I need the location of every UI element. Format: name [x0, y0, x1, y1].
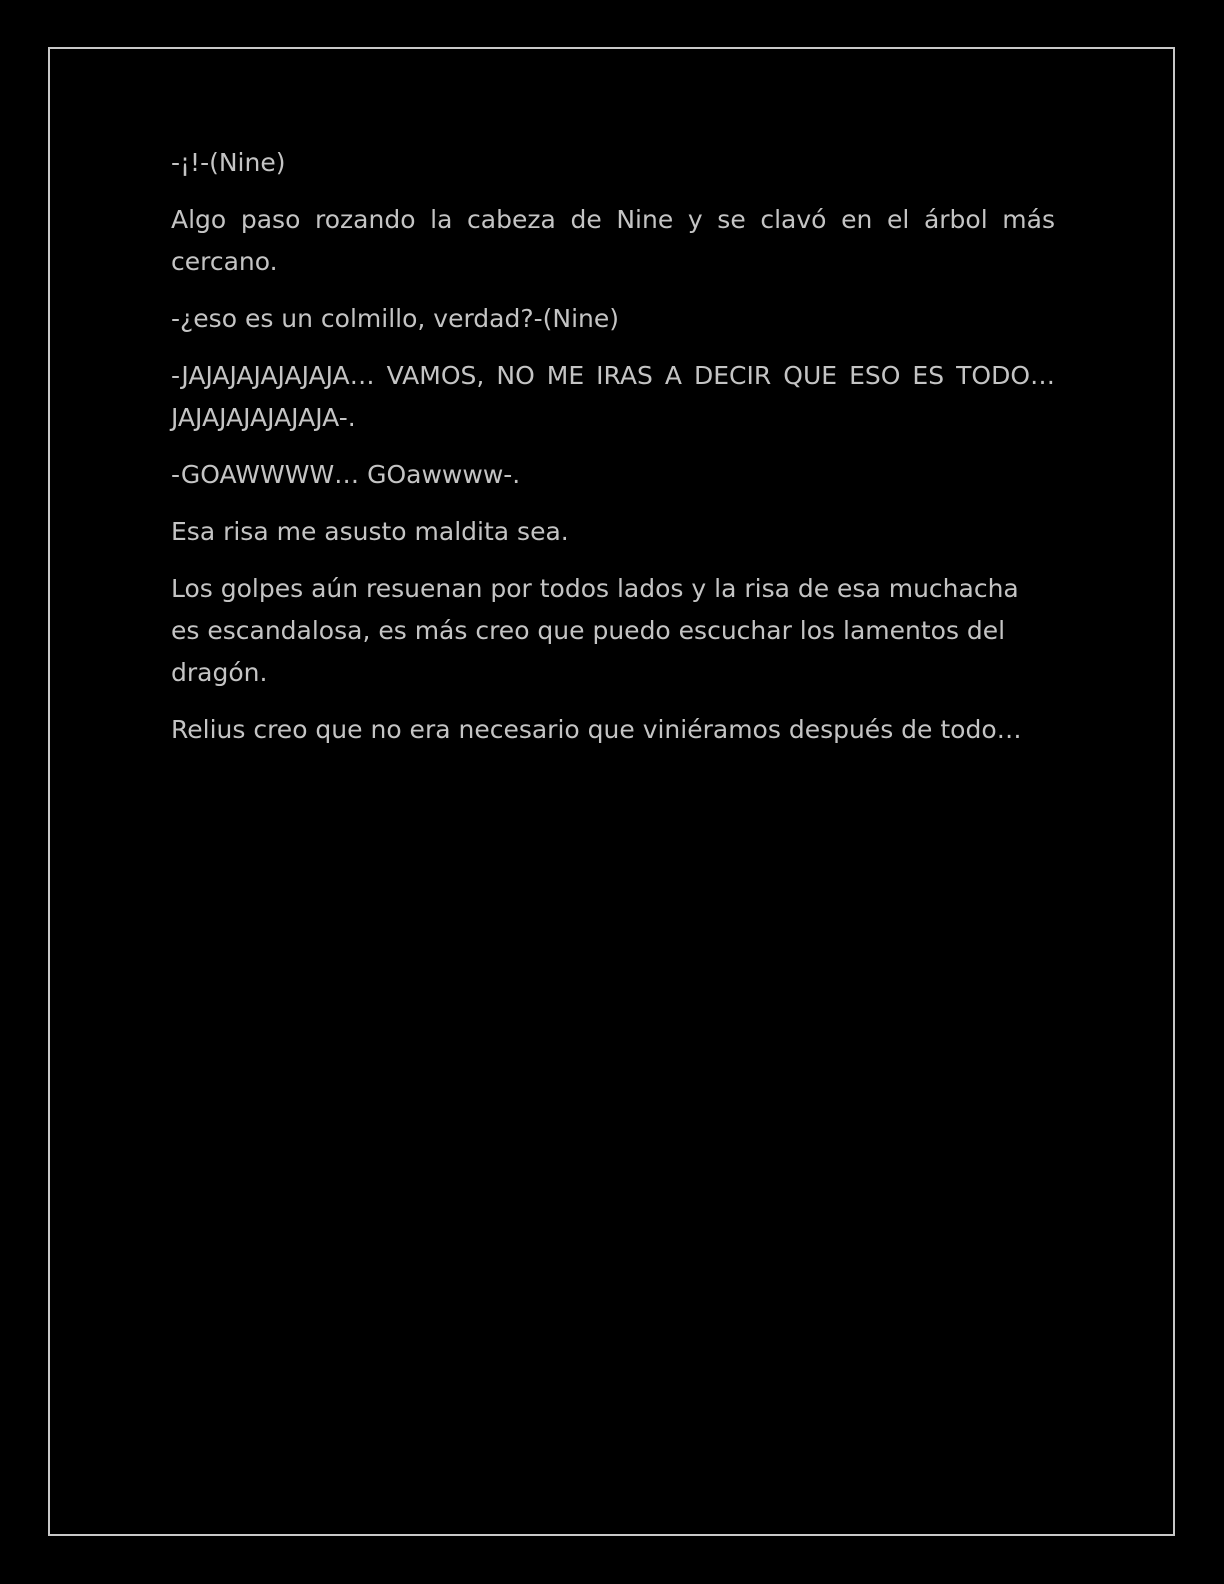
paragraph-scared: Esa risa me asusto maldita sea.	[171, 517, 569, 546]
paragraph-dragon-roar: -GOAWWWW… GOawwww-.	[171, 460, 521, 489]
paragraph-blows: Los golpes aún resuenan por todos lados y la risa de esa muchacha es escandalosa, es más creo que puedo escuchar los lamentos del dragón.	[171, 574, 1019, 687]
story-text	[171, 142, 1055, 766]
paragraph-narration-fang: Algo paso rozando la cabeza de Nine y se clavó en el árbol más cercano.	[171, 205, 1055, 276]
paragraph-laughter: -JAJAJAJAJAJAJA… VAMOS, NO ME IRAS A DECIR QUE ESO ES TODO… JAJAJAJAJAJAJA-.	[171, 361, 1055, 432]
paragraph-question-fang: -¿eso es un colmillo, verdad?-(Nine)	[171, 304, 620, 333]
paragraph-exclamation: -¡!-(Nine)	[171, 148, 286, 177]
page-frame	[48, 47, 1175, 1536]
paragraph-relius: Relius creo que no era necesario que viniéramos después de todo…	[171, 715, 1022, 744]
